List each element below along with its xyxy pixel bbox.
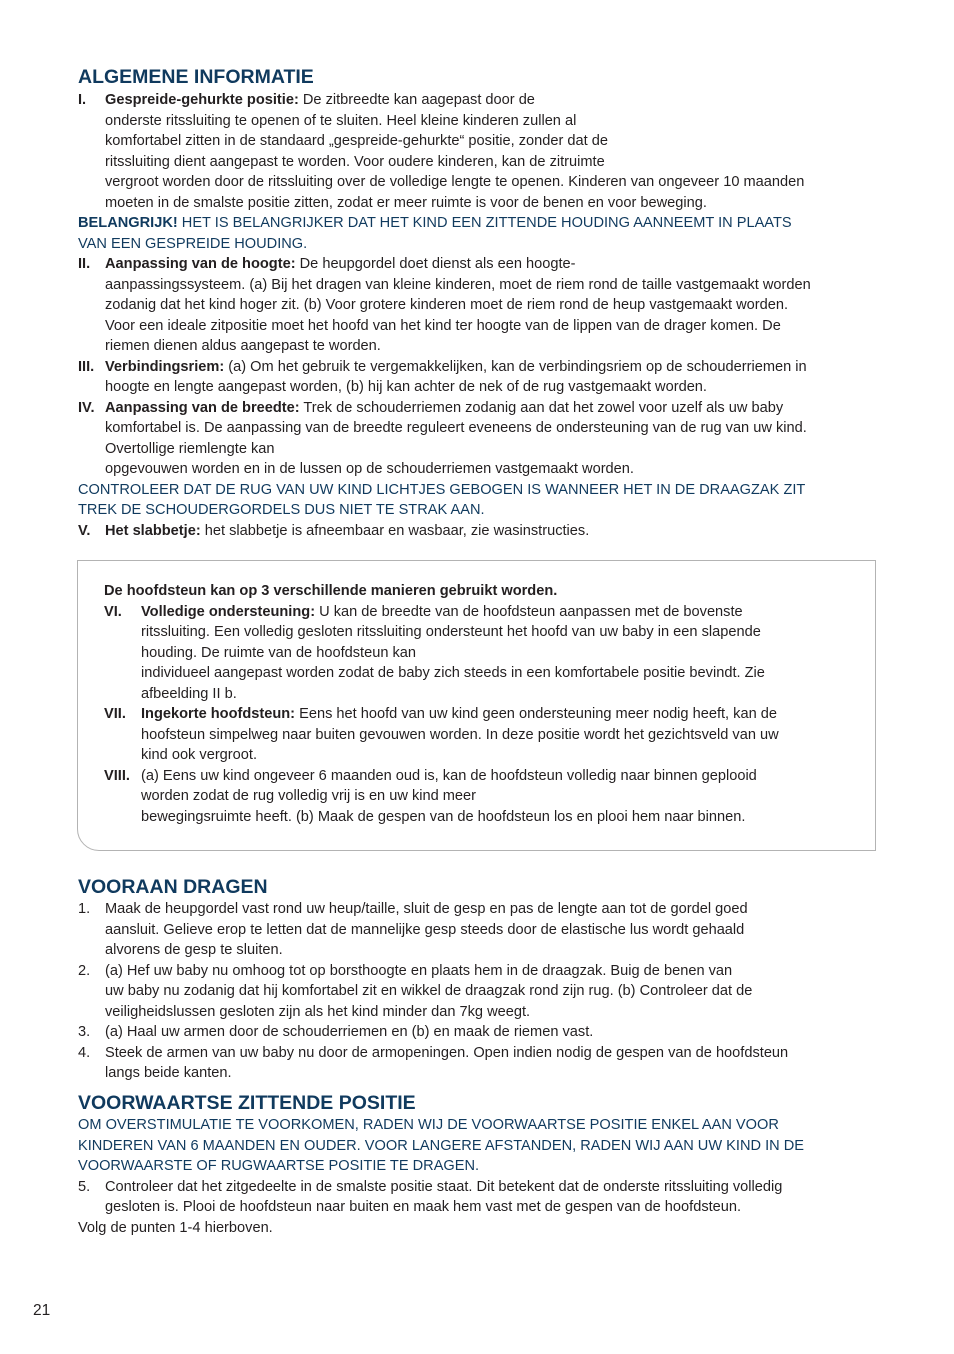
important-label: BELANGRIJK! [78, 215, 178, 231]
step-text: Maak de heupgordel vast rond uw heup/taille, sluit de gesp en pas de lengte aan tot de gordel goed [105, 901, 748, 917]
warning-notice [78, 480, 878, 521]
important-text: HET IS BELANGRIJKER DAT HET KIND EEN ZITTENDE HOUDING AANNEEMT IN PLAATS [177, 215, 792, 231]
notice-text: KINDEREN VAN 6 MAANDEN EN OUDER. VOOR LANGERE AFSTANDEN, RADEN WIJ AAN UW KIND IN DE [78, 1137, 805, 1154]
headrest-info-box [77, 560, 876, 851]
list-item-step-4 [78, 1043, 878, 1084]
item-number: V. [78, 522, 91, 539]
step-text: (a) Haal uw armen door de schouderriemen en (b) en maak de riemen vast. [105, 1024, 594, 1040]
list-item-ingekorte-hoofdsteun [104, 704, 864, 766]
important-text: VAN EEN GESPREIDE HOUDING. [78, 235, 308, 252]
item-text: houding. De ruimte van de hoofdsteun kan [141, 644, 417, 661]
item-text: ritssluiting dient aangepast te worden. Voor oudere kinderen, kan de zitruimte [105, 153, 605, 170]
item-title: Het slabbetje: [105, 522, 201, 539]
item-text: Overtollige riemlengte kan [105, 440, 275, 457]
step-text: langs beide kanten. [105, 1065, 232, 1081]
step-number: 2. [78, 962, 91, 979]
item-title: Aanpassing van de hoogte: [105, 256, 296, 272]
follow-steps-note: Volg de punten 1-4 hierboven. [78, 1219, 273, 1236]
item-text: De zitbreedte kan aagepast door de [298, 92, 535, 108]
item-text: komfortabel is. De aanpassing van de breedte reguleert eveneens de ondersteuning van de rug van uw kind. [105, 420, 807, 436]
item-text: riemen dienen aldus aangepast te worden. [105, 338, 381, 354]
page-number: 21 [33, 1302, 51, 1319]
list-item-breedte [78, 398, 878, 480]
warning-notice [78, 1115, 878, 1177]
item-number: VII. [104, 706, 126, 722]
list-item-gespreide-gehurkte [78, 90, 878, 213]
list-item-hoofdsteun-binnen [104, 766, 864, 828]
section-heading-vooraan-dragen: VOORAAN DRAGEN [78, 876, 268, 898]
item-text: afbeelding II b. [141, 685, 237, 702]
item-text: U kan de breedte van de hoofdsteun aanpassen met de bovenste [315, 603, 743, 620]
item-number: VI. [104, 603, 122, 620]
item-text: (a) Eens uw kind ongeveer 6 maanden oud is, kan de hoofdsteun volledig naar binnen geplooid [141, 767, 757, 784]
step-number: 4. [78, 1044, 91, 1061]
item-text: De heupgordel doet dienst als een hoogte- [295, 256, 576, 272]
step-text: alvorens de gesp te sluiten. [105, 942, 283, 958]
item-text: onderste ritssluiting te openen of te sluiten. Heel kleine kinderen zullen al [105, 112, 577, 129]
item-text: hoogte en lengte aangepast worden, (b) hij kan achter de nek of de rug vastgemaakt worden. [105, 379, 707, 395]
section-algemene-informatie [78, 90, 878, 541]
notice-text: VOORWAARSTE OF RUGWAARTSE POSITIE TE DRAGEN. [78, 1158, 480, 1174]
item-text: moeten in de smalste positie zitten, zodat er meer ruimte is voor de benen en voor beweging. [105, 194, 707, 211]
step-text: Steek de armen van uw baby nu door de armopeningen. Open indien nodig de gespen van de hoofdsteun [105, 1044, 789, 1061]
item-title: Aanpassing van de breedte: [105, 399, 300, 416]
notice-text: CONTROLEER DAT DE RUG VAN UW KIND LICHTJES GEBOGEN IS WANNEER HET IN DE DRAAGZAK ZIT [78, 481, 806, 498]
item-text: bewegingsruimte heeft. (b) Maak de gespen van de hoofdsteun los en plooi hem naar binnen. [141, 808, 746, 825]
item-text: Eens het hoofd van uw kind geen ondersteuning meer nodig heeft, kan de [295, 706, 777, 722]
list-item-step-1 [78, 899, 878, 961]
item-text: hoofsteun simpelweg naar buiten gevouwen worden. In deze positie wordt het gezichtsveld van uw [141, 726, 779, 743]
item-number: III. [78, 358, 95, 375]
list-item-step-2 [78, 961, 878, 1023]
section-voorwaartse-zittende-positie [78, 1115, 878, 1238]
item-text: ritssluiting. Een volledig gesloten ritssluiting ondersteunt het hoofd van uw baby in een slapende [141, 624, 761, 640]
list-item-step-3 [78, 1022, 878, 1043]
item-text: komfortabel zitten in de standaard „gespreide-gehurkte“ positie, zonder dat de [105, 133, 608, 149]
list-item-verbindingsriem [78, 357, 878, 398]
step-text: (a) Hef uw baby nu omhoog tot op borsthoogte en plaats hem in de draagzak. Buig de benen van [105, 962, 733, 979]
section-heading-voorwaartse-zittende-positie: VOORWAARTSE ZITTENDE POSITIE [78, 1092, 416, 1114]
item-title: Gespreide-gehurkte positie: [105, 92, 299, 108]
step-text: uw baby nu zodanig dat hij komfortabel zit en wikkel de draagzak rond zijn rug. (b) Controleer dat de [105, 983, 753, 999]
item-text: het slabbetje is afneembaar en wasbaar, zie wasinstructies. [200, 522, 590, 539]
list-item-volledige-ondersteuning [104, 602, 864, 705]
item-title: Volledige ondersteuning: [141, 603, 316, 620]
step-text: veiligheidslussen gesloten zijn als het kind minder dan 7kg weegt. [105, 1003, 531, 1020]
step-text: aansluit. Gelieve erop te letten dat de mannelijke gesp steeds door de elastische lus wordt gehaald [105, 921, 745, 938]
item-text: zodanig dat het kind hoger zit. (b) Voor grotere kinderen moet de riem rond de heup vastgemaakt worden. [105, 297, 789, 313]
notice-text: OM OVERSTIMULATIE TE VOORKOMEN, RADEN WIJ DE VOORWAARTSE POSITIE ENKEL AAN VOOR [78, 1117, 779, 1133]
item-text: (a) Om het gebruik te vergemakkelijken, kan de verbindingsriem op de schouderriemen in [224, 358, 807, 375]
item-number: I. [78, 92, 87, 108]
list-item-step-5 [78, 1177, 878, 1218]
item-text: vergroot worden door de ritssluiting over de volledige lengte te openen. Kinderen van ongeveer 10 maanden [105, 174, 805, 190]
notice-text: TREK DE SCHOUDERGORDELS DUS NIET TE STRAK AAN. [78, 502, 485, 518]
box-intro: De hoofdsteun kan op 3 verschillende manieren gebruikt worden. [104, 583, 558, 599]
step-number: 1. [78, 901, 91, 917]
item-text: Trek de schouderriemen zodanig aan dat het zowel voor uzelf als uw baby [299, 399, 784, 416]
item-text: worden zodat de rug volledig vrij is en uw kind meer [141, 788, 477, 804]
step-text: Controleer dat het zitgedeelte in de smalste positie staat. Dit betekent dat de onderste ritssluiting volledig [105, 1178, 783, 1195]
section-heading-algemene-informatie: ALGEMENE INFORMATIE [78, 66, 314, 88]
list-item-hoogte [78, 254, 878, 357]
item-text: kind ook vergroot. [141, 747, 258, 763]
item-text: Voor een ideale zitpositie moet het hoofd van het kind ter hoogte van de lippen van de drager komen. De [105, 317, 781, 334]
step-text: gesloten is. Plooi de hoofdsteun naar buiten en maak hem vast met de gespen van de hoofdsteun. [105, 1199, 742, 1215]
item-title: Verbindingsriem: [105, 358, 225, 375]
item-number: VIII. [104, 767, 130, 784]
step-number: 3. [78, 1024, 91, 1040]
step-number: 5. [78, 1178, 91, 1195]
section-vooraan-dragen [78, 899, 878, 1084]
item-number: IV. [78, 399, 95, 416]
item-number: II. [78, 256, 91, 272]
item-text: opgevouwen worden en in de lussen op de schouderriemen vastgemaakt worden. [105, 461, 634, 477]
item-text: individueel aangepast worden zodat de baby zich steeds in een komfortabele positie bevindt. Zie [141, 665, 765, 681]
item-title: Ingekorte hoofdsteun: [141, 706, 296, 722]
item-text: aanpassingssysteem. (a) Bij het dragen van kleine kinderen, moet de riem rond de taille vastgemaakt worden [105, 276, 811, 293]
list-item-slabbetje [78, 521, 878, 542]
important-notice [78, 213, 878, 254]
